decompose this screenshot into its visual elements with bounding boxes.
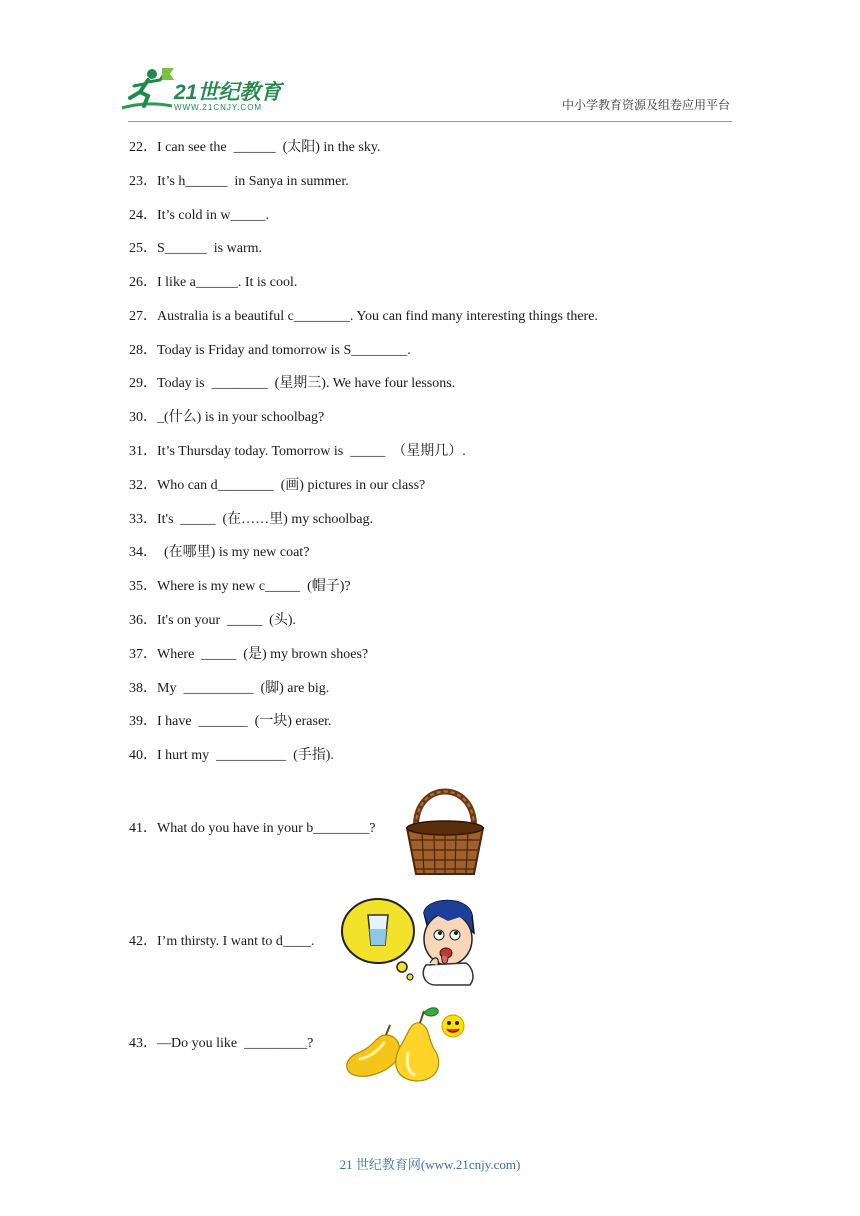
page-header <box>0 0 860 125</box>
question-29: 29．Today is ________ (星期三). We have four lessons. <box>129 376 456 391</box>
running-man-icon <box>118 66 174 114</box>
question-25: 25．S______ is warm. <box>129 241 262 256</box>
question-38: 38．My __________ (脚) are big. <box>129 681 330 696</box>
thirsty-boy-image <box>340 893 480 989</box>
header-tagline: 中小学教育资源及组卷应用平台 <box>561 98 730 112</box>
question-41: 41．What do you have in your b________? <box>129 821 376 836</box>
question-22: 22．I can see the ______ (太阳) in the sky. <box>129 140 381 155</box>
question-31: 31．It’s Thursday today. Tomorrow is _____ （星期几）. <box>129 444 466 459</box>
question-33: 33．It's _____ (在……里) my schoolbag. <box>129 512 374 527</box>
question-26: 26．I like a______. It is cool. <box>129 275 298 290</box>
question-27: 27．Australia is a beautiful c________. You can find many interesting things there. <box>129 309 598 324</box>
logo-text: 21世纪教育 <box>174 81 282 104</box>
pears-image <box>340 1005 470 1085</box>
question-43: 43．—Do you like _________? <box>129 1036 314 1051</box>
question-32: 32．Who can d________ (画) pictures in our class? <box>129 478 426 493</box>
question-28: 28．Today is Friday and tomorrow is S________. <box>129 343 411 358</box>
site-logo <box>118 66 298 116</box>
question-24: 24．It’s cold in w_____. <box>129 208 269 223</box>
header-divider <box>128 121 732 122</box>
question-34: 34． (在哪里) is my new coat? <box>129 545 310 560</box>
logo-url: WWW.21CNJY.COM <box>174 103 263 112</box>
question-23: 23．It’s h______ in Sanya in summer. <box>129 174 349 189</box>
question-37: 37．Where _____ (是) my brown shoes? <box>129 647 369 662</box>
question-42: 42．I’m thirsty. I want to d____. <box>129 934 315 949</box>
basket-image <box>404 784 486 878</box>
question-36: 36．It's on your _____ (头). <box>129 613 297 628</box>
question-39: 39．I have _______ (一块) eraser. <box>129 714 332 729</box>
question-40: 40．I hurt my __________ (手指). <box>129 748 334 763</box>
question-30: 30．_(什么) is in your schoolbag? <box>129 410 325 425</box>
question-35: 35．Where is my new c_____ (帽子)? <box>129 579 351 594</box>
page-footer: 21 世纪教育网(www.21cnjy.com) <box>339 1157 521 1172</box>
